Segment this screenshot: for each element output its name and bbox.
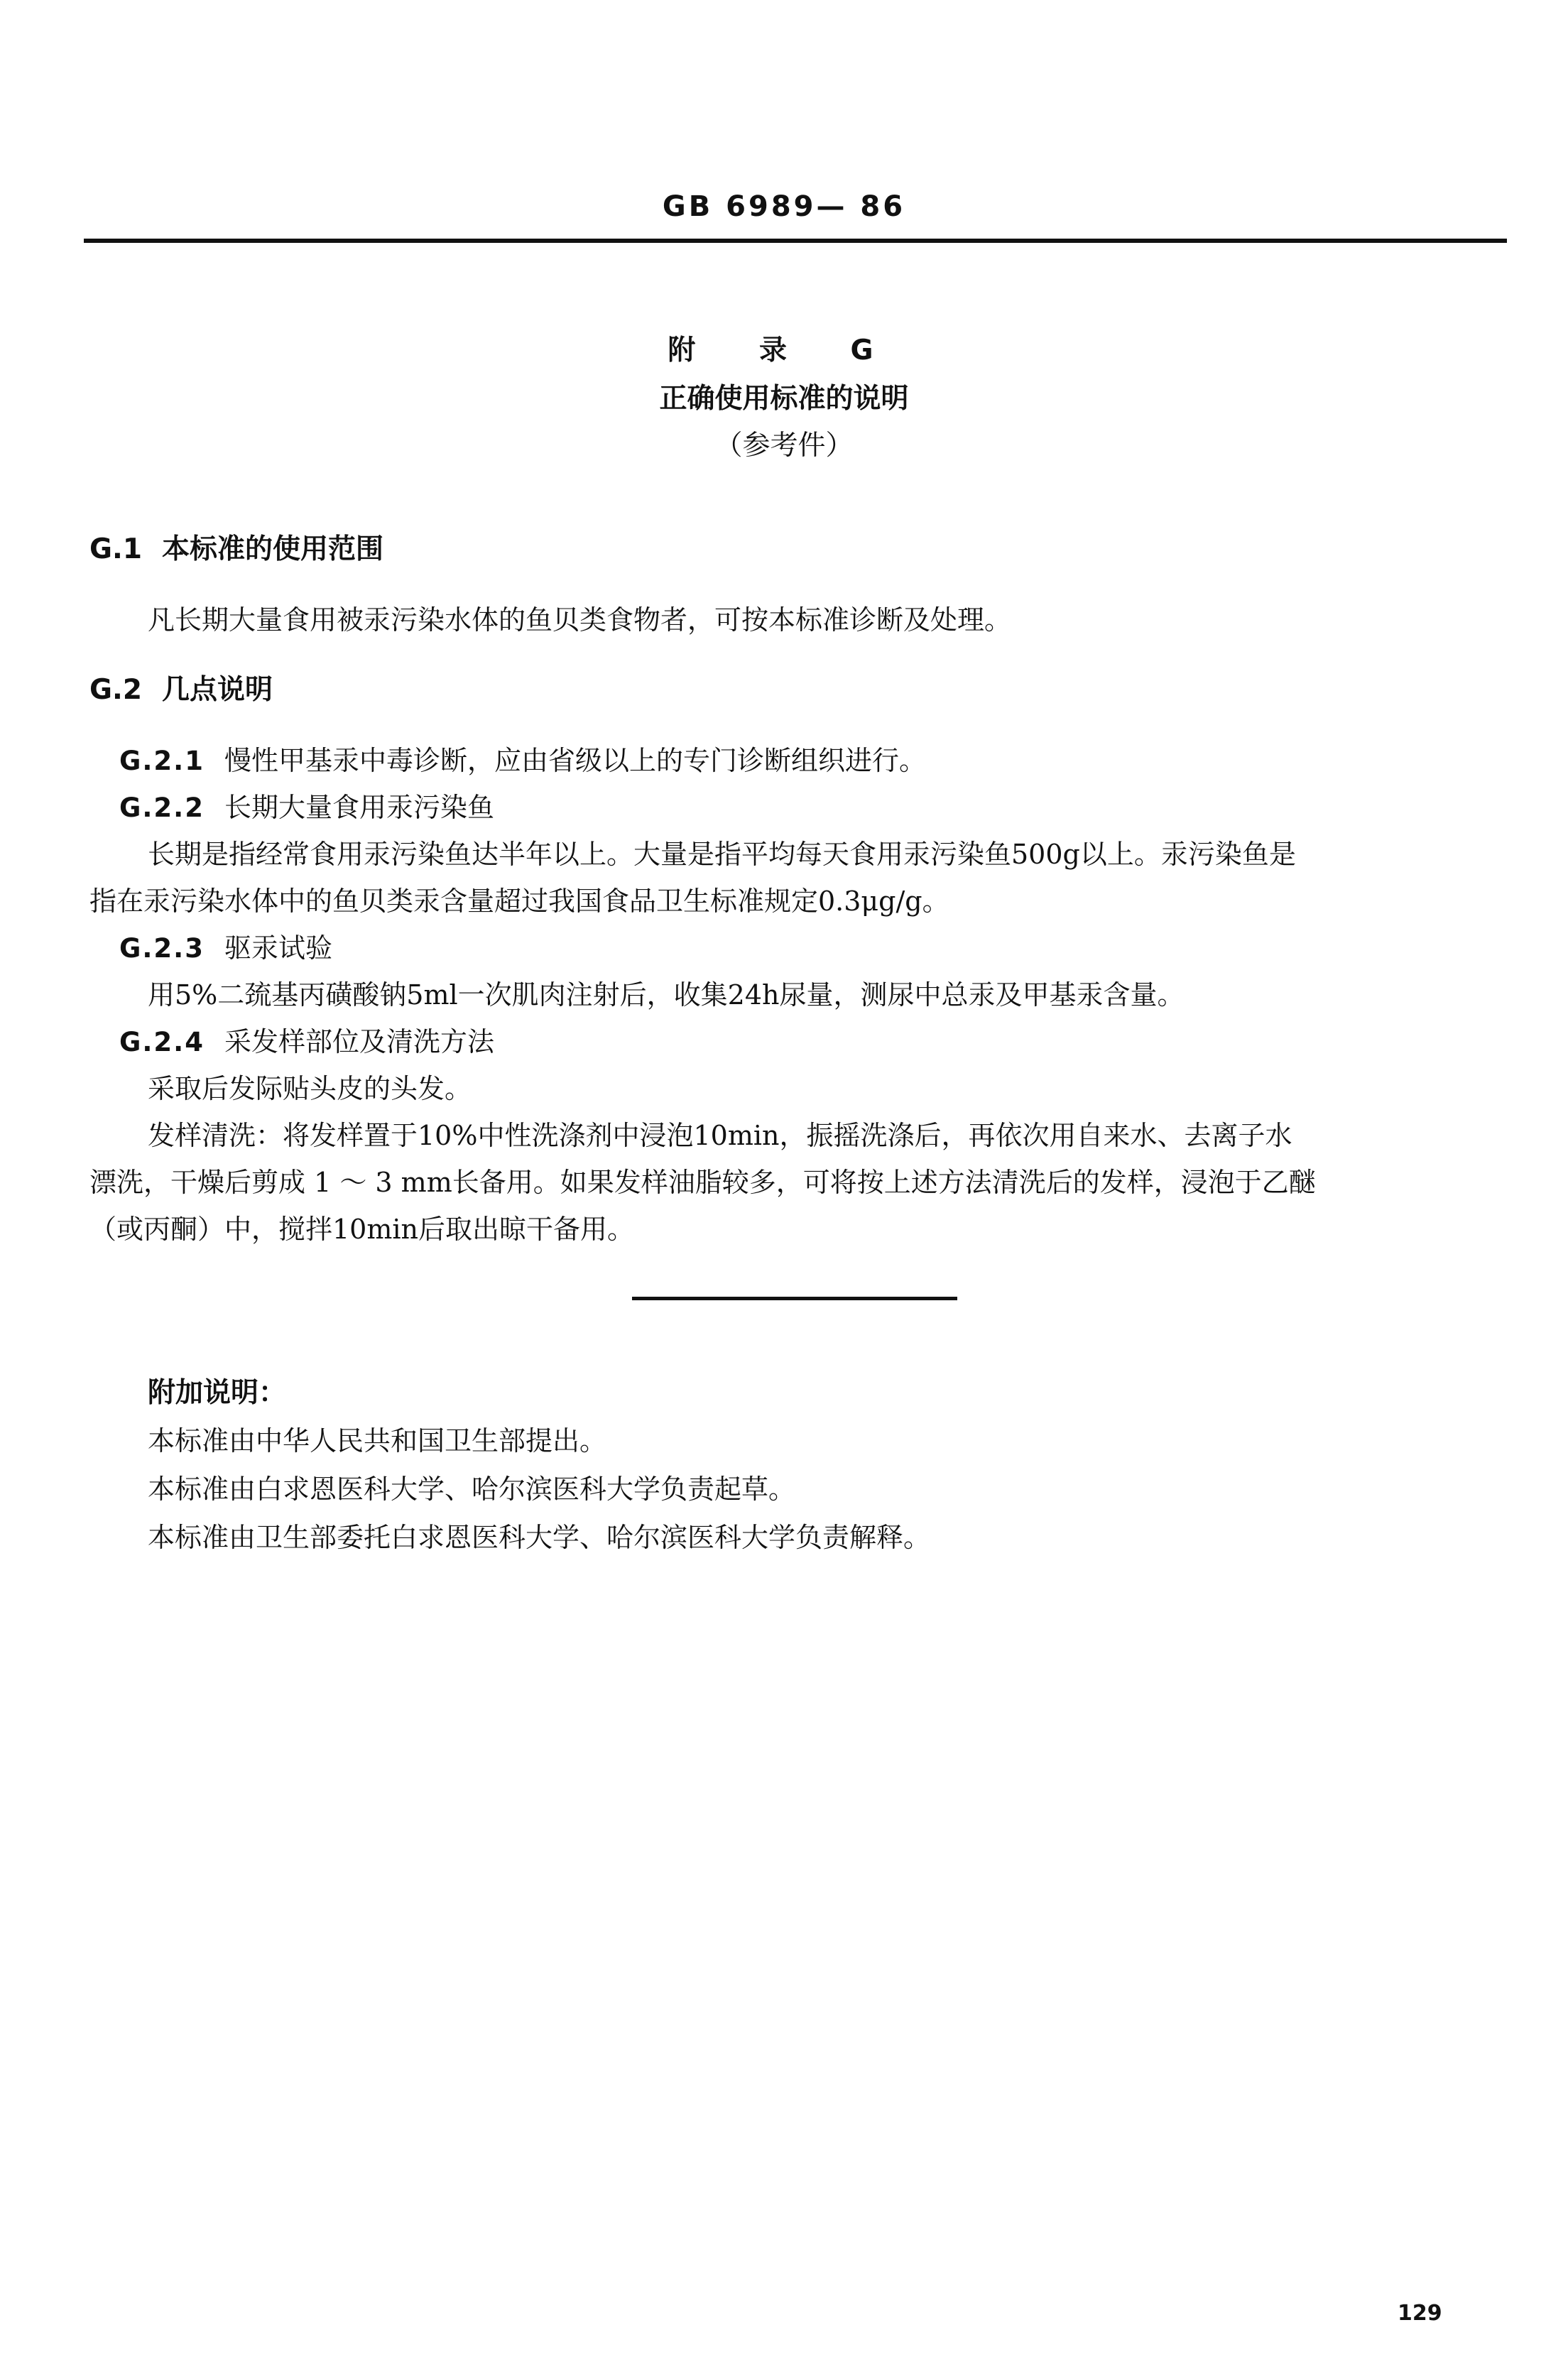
subsection-title: 驱汞试验: [224, 932, 332, 964]
subsection-g23: [119, 926, 332, 965]
section-number: G.1: [89, 533, 142, 565]
g24-paragraph-1: 采取后发际贴头皮的头发。: [148, 1073, 472, 1104]
appendix-label: 附 录 G: [668, 334, 900, 366]
additional-note-line: 本标准由卫生部委托白求恩医科大学、哈尔滨医科大学负责解释。: [148, 1522, 931, 1553]
subsection-title: 长期大量食用汞污染鱼: [224, 792, 494, 823]
subsection-number: G.2.3: [119, 933, 205, 964]
subsection-number: G.2.1: [119, 746, 205, 776]
section-g1-heading: [89, 527, 383, 567]
additional-note-line: 本标准由白求恩医科大学、哈尔滨医科大学负责起草。: [148, 1474, 796, 1505]
appendix-title: 正确使用标准的说明: [659, 383, 909, 415]
subsection-g24: [119, 1020, 494, 1059]
section-title: 本标准的使用范围: [161, 533, 383, 565]
subsection-g22: [119, 785, 494, 824]
g22-paragraph-line-1: 长期是指经常食用汞污染鱼达半年以上。大量是指平均每天食用汞污染鱼500g以上。汞污染鱼是: [148, 839, 1296, 870]
g24-paragraph-2-line-1: 发样清洗：将发样置于10%中性洗涤剂中浸泡10min，振摇洗涤后，再依次用自来水、去离子水: [148, 1120, 1292, 1151]
g23-paragraph: 用5%二巯基丙磺酸钠5ml一次肌肉注射后，收集24h尿量，测尿中总汞及甲基汞含量。: [148, 979, 1185, 1011]
subsection-title: 采发样部位及清洗方法: [224, 1026, 494, 1057]
section-g1-text: 凡长期大量食用被汞污染水体的鱼贝类食物者，可按本标准诊断及处理。: [148, 604, 1012, 636]
g24-paragraph-2-line-2: 漂洗，干燥后剪成 1 ～ 3 mm长备用。如果发样油脂较多，可将按上述方法清洗后的发样，浸泡于乙醚: [89, 1167, 1316, 1198]
subsection-g21: [119, 739, 926, 778]
standard-code-header: GB 6989— 86: [662, 190, 906, 223]
section-g2-heading: [89, 668, 273, 707]
section-title: 几点说明: [161, 674, 273, 706]
additional-note-line: 本标准由中华人民共和国卫生部提出。: [148, 1425, 607, 1456]
page-number: 129: [1398, 2301, 1442, 2326]
header-rule: [84, 239, 1507, 243]
additional-notes-title: 附加说明：: [148, 1377, 287, 1409]
appendix-note: （参考件）: [714, 430, 854, 462]
section-number: G.2: [89, 674, 142, 706]
subsection-number: G.2.2: [119, 793, 205, 823]
subsection-title: 慢性甲基汞中毒诊断，应由省级以上的专门诊断组织进行。: [224, 745, 926, 776]
g22-paragraph-line-2: 指在汞污染水体中的鱼贝类汞含量超过我国食品卫生标准规定0.3μg/g。: [89, 886, 949, 917]
section-divider: [632, 1297, 957, 1300]
subsection-number: G.2.4: [119, 1027, 205, 1057]
g24-paragraph-2-line-3: （或丙酮）中，搅拌10min后取出晾干备用。: [89, 1214, 635, 1245]
